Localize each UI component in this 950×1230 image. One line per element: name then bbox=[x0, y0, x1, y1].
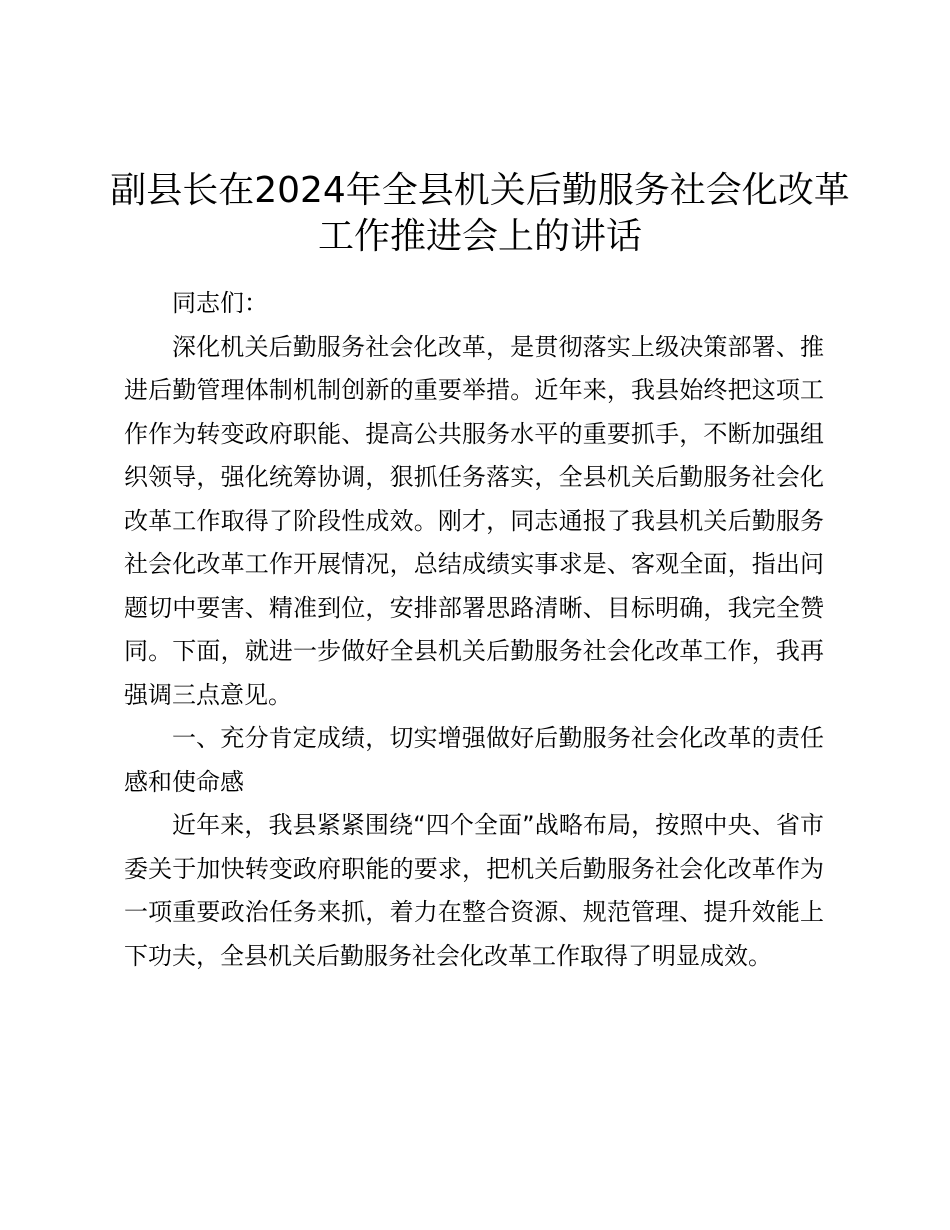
salutation: 同志们： bbox=[172, 289, 268, 317]
section-heading-1: 一、充分肯定成绩，切实增强做好后勤服务社会化改革的责任感和使命感 bbox=[124, 724, 824, 796]
body-paragraph-intro: 深化机关后勤服务社会化改革，是贯彻落实上级决策部署、推进后勤管理体制机制创新的重要举措。近年来，我县始终把这项工作作为转变政府职能、提高公共服务水平的重要抓手，不断加强组织领导，强化统筹协调，狠抓任务落实，全县机关后勤服务社会化改革工作取得了阶段性成效。刚才，同志通报了我县机关后勤服务社会化改革工作开展情况，总结成绩实事求是、客观全面，指出问题切中要害、精准到位，安排部署思路清晰、目标明确，我完全赞同。下面，就进一步做好全县机关后勤服务社会化改革工作，我再强调三点意见。 bbox=[124, 332, 824, 709]
document-title: 副县长在2024年全县机关后勤服务社会化改革工作推进会上的讲话 bbox=[110, 170, 850, 257]
document-body bbox=[124, 282, 824, 978]
body-paragraph-section-1: 近年来，我县紧紧围绕“四个全面”战略布局，按照中央、省市委关于加快转变政府职能的要求，把机关后勤服务社会化改革作为一项重要政治任务来抓，着力在整合资源、规范管理、提升效能上下功夫，全县机关后勤服务社会化改革工作取得了明显成效。 bbox=[124, 811, 824, 970]
